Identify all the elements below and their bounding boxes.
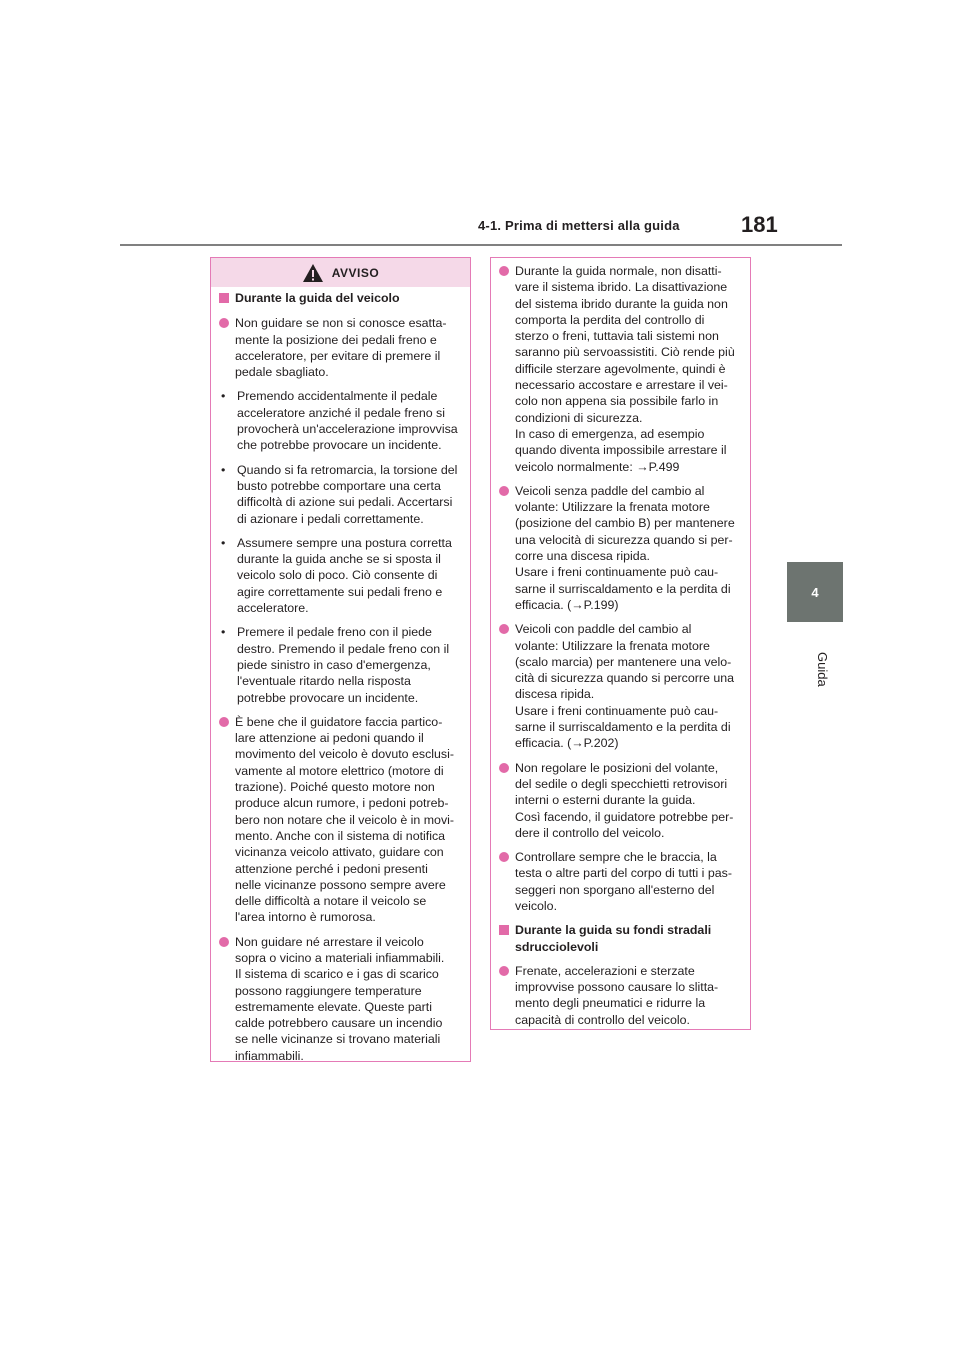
dot-marker	[219, 714, 235, 926]
bullet-marker: •	[221, 389, 226, 404]
chapter-label: Guida	[815, 652, 830, 687]
warning-box-left	[210, 257, 471, 1062]
heading-text: Durante la guida del veicolo	[235, 291, 400, 305]
sub-item-text: Premere il pedale freno con il piede destro. Premendo il pedale freno con il piede sinistro in caso d'emergenza, l'eventuale ritardo nella risposta potrebbe provocare un incidente.	[237, 625, 450, 705]
list-item-text: Frenate, accelerazioni e sterzate improvvise possono causare lo slitta- mento degli pneumatici e ridurre la capacità di controllo del veicolo.	[515, 963, 719, 1027]
list-item-text: È bene che il guidatore faccia partico- lare attenzione ai pedoni quando il movimento del veicolo è dovuto esclusi- vamente al motore elettrico (motore di trazione). Poiché questo motore non produce alcun rumore, i pedoni potreb- bero non notare che il veicolo è in movi- mento. Anche con il sistema di notifica vicinanza veicolo attivato, guidare con attenzione perché i pedoni presenti nelle vicinanze possono sempre avere delle difficoltà a notare il veicolo se l'area intorno è rumorosa.	[235, 714, 455, 925]
list-item-text: Veicoli senza paddle del cambio al volante: Utilizzare la frenata motore (posizione del cambio B) per mantenere una velocità di sicurezza quando si per- corre una discesa ripida. Usare i freni continuamente può cau- sarne il surriscaldamento e la perdita di efficacia. (→P.199)	[515, 483, 735, 612]
dot-marker	[499, 483, 515, 613]
page-number: 181	[741, 212, 778, 237]
list-item	[219, 714, 458, 926]
sub-item-text: Quando si fa retromarcia, la torsione del busto potrebbe comportare una certa difficoltà di azione sui pedali. Accertarsi di azionare i pedali correttamente.	[237, 462, 458, 526]
heading-text: Durante la guida su fondi stradali sdrucciolevoli	[515, 923, 712, 954]
section-heading	[219, 290, 458, 307]
dot-marker	[499, 263, 515, 475]
list-item-text: Durante la guida normale, non disatti- vare il sistema ibrido. La disattivazione del sistema ibrido durante la guida non comporta la perdita del controllo di sterzo o freni, tuttavia tali sistemi non saranno più servoassistiti. Ciò rende più difficile sterzare agevolmente, quindi è necessario accostare e arrestare il vei- colo non appena sia possibile farlo in condizioni di sicurezza. In caso di emergenza, ad esempio quando diventa impossibile arrestare il veicolo normalmente: →P.499	[515, 264, 735, 474]
warning-content-right	[491, 258, 750, 1028]
bullet-marker: •	[221, 535, 226, 550]
warning-box-right	[490, 257, 751, 1030]
dot-marker	[499, 849, 515, 914]
dot-marker	[499, 621, 515, 751]
list-item	[499, 263, 738, 475]
chapter-tab	[787, 562, 843, 622]
sub-item	[219, 535, 458, 616]
list-item-text: Non guidare né arrestare il veicolo sopra o vicino a materiali infiammabili. Il sistema di scarico e i gas di scarico possono raggiungere temperature estremamente elevate. Queste parti calde potrebbero causare un incendio se nelle vicinanze si trovano materiali infiammabili.	[235, 934, 445, 1063]
chapter-number: 4	[811, 584, 819, 600]
header-rule	[120, 244, 842, 246]
dot-marker	[499, 963, 515, 1028]
section-title: 4-1. Prima di mettersi alla guida	[478, 218, 680, 233]
sub-item	[219, 624, 458, 705]
sub-item-text: Premendo accidentalmente il pedale acceleratore anziché il pedale freno si provocherà un'accelerazione improvvisa che potrebbe provocare un incidente.	[237, 389, 458, 453]
bullet-marker: •	[221, 462, 226, 477]
list-item	[499, 483, 738, 613]
dot-marker	[219, 934, 235, 1064]
list-item	[219, 315, 458, 380]
warning-content-left	[211, 287, 470, 1064]
bullet-marker: •	[221, 625, 226, 640]
list-item-text: Controllare sempre che le braccia, la testa o altre parti del corpo di tutti i pas- seggeri non sporgano all'esterno del veicolo.	[515, 850, 732, 913]
list-item	[499, 760, 738, 841]
sub-item	[219, 388, 458, 453]
square-marker	[499, 922, 515, 955]
dot-marker	[499, 760, 515, 841]
section-heading	[499, 922, 738, 955]
sub-item	[219, 462, 458, 527]
sub-item-text: Assumere sempre una postura corretta durante la guida anche se si sposta il veicolo solo di poco. Ciò consente di agire correttamente sui pedali freno e acceleratore.	[237, 535, 452, 616]
list-item-text: Non guidare se non si conosce esatta- mente la posizione dei pedali freno e acceleratore, per evitare di premere il pedale sbagliato.	[235, 316, 447, 380]
warning-header	[211, 258, 470, 287]
list-item	[499, 849, 738, 914]
list-item	[499, 963, 738, 1028]
list-item	[219, 934, 458, 1064]
warning-title: AVVISO	[331, 265, 380, 280]
square-marker	[219, 290, 235, 307]
list-item	[499, 621, 738, 751]
list-item-text: Non regolare le posizioni del volante, del sedile o degli specchietti retrovisori interni o esterni durante la guida. Così facendo, il guidatore potrebbe per- dere il controllo del veicolo.	[515, 760, 734, 840]
dot-marker	[219, 315, 235, 380]
list-item-text: Veicoli con paddle del cambio al volante: Utilizzare la frenata motore (scalo marcia) per mantenere una velo- cità di sicurezza quando si percorre una discesa ripida. Usare i freni continuamente può cau- sarne il surriscaldamento e la perdita di efficacia. (→P.202)	[515, 622, 735, 751]
warning-triangle-icon	[302, 263, 324, 283]
